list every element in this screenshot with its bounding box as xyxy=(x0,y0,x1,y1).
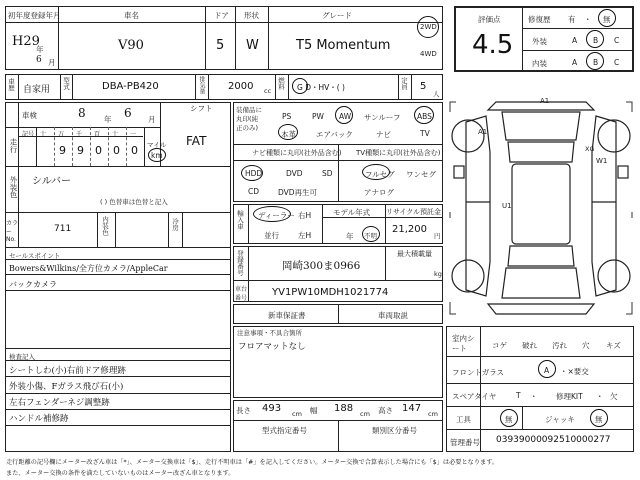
frame-value: YV1PW10MDH1021774 xyxy=(272,287,389,298)
car-diagram xyxy=(446,92,636,324)
mile-head: 百 xyxy=(94,131,101,138)
mile-head: 十 xyxy=(112,131,119,138)
notes-value: フロアマットなし xyxy=(238,342,306,352)
fuel-value: G D・HV・( ) xyxy=(297,83,345,92)
mile-head: 一 xyxy=(130,131,137,138)
ext-label: 外装 xyxy=(532,37,547,46)
disp-value: 2000 xyxy=(228,81,254,92)
manage-value: 03939000092510000277 xyxy=(496,435,611,445)
footer-line-2: また、メーター交換の条件を満たしていないものはメーター改ざん車となります。 xyxy=(6,470,235,477)
shift-value: FAT xyxy=(186,134,207,148)
reg-month: 6 xyxy=(36,55,42,65)
score-label: 評価点 xyxy=(478,15,501,24)
recycle-value: 21,200 xyxy=(392,224,427,235)
mile-head: 千 xyxy=(76,131,83,138)
int-label: 内装 xyxy=(532,59,547,68)
sales-item-2: バックカメラ xyxy=(9,280,57,289)
name-label: 車名 xyxy=(124,11,139,20)
sales-item-1: Bowers&Wilkins/全方位カメラ/AppleCar xyxy=(9,264,168,273)
cap-value: 5 xyxy=(420,81,427,92)
reg-label: 初年度登録年月 xyxy=(8,11,61,20)
door-value: 5 xyxy=(216,38,225,53)
color-code: 711 xyxy=(54,224,72,234)
car-value: 自家用 xyxy=(23,85,51,95)
shape-value: W xyxy=(246,38,259,53)
name-value: V90 xyxy=(118,38,144,53)
mile-head: 記号 xyxy=(22,131,35,138)
plate-value: 岡崎300ま0966 xyxy=(282,260,361,272)
mile-head: 万 xyxy=(58,131,65,138)
mile-digit: 0 xyxy=(131,144,138,157)
mile-head: 十 xyxy=(40,131,47,138)
shape-label: 形状 xyxy=(244,11,259,20)
drive-2wd: 2WD xyxy=(420,23,437,31)
mile-digit: 0 xyxy=(95,144,102,157)
car-label: 車歴 xyxy=(7,78,15,91)
repair-label: 修復歴 xyxy=(528,15,551,24)
color-value: シルバー xyxy=(32,176,72,187)
grade-label: グレード xyxy=(322,11,352,20)
footer-line-1: 走行距離の記号欄にメーター改ざん車は「*」、メーター交換車は「$」、走行不明車は「#」を記入してください。メーター交換で合算表示した場合にも「$」は必要となります。 xyxy=(6,459,499,466)
mile-digit: 9 xyxy=(77,144,84,157)
reg-year: H29 xyxy=(12,34,40,49)
door-label: ドア xyxy=(214,11,229,20)
score-value: 4.5 xyxy=(472,30,514,60)
mile-digit: 9 xyxy=(59,144,66,157)
mile-digit: 0 xyxy=(113,144,120,157)
grade-value: T5 Momentum xyxy=(296,38,391,53)
drive-4wd: 4WD xyxy=(420,50,437,58)
model-value: DBA-PB420 xyxy=(102,81,159,92)
